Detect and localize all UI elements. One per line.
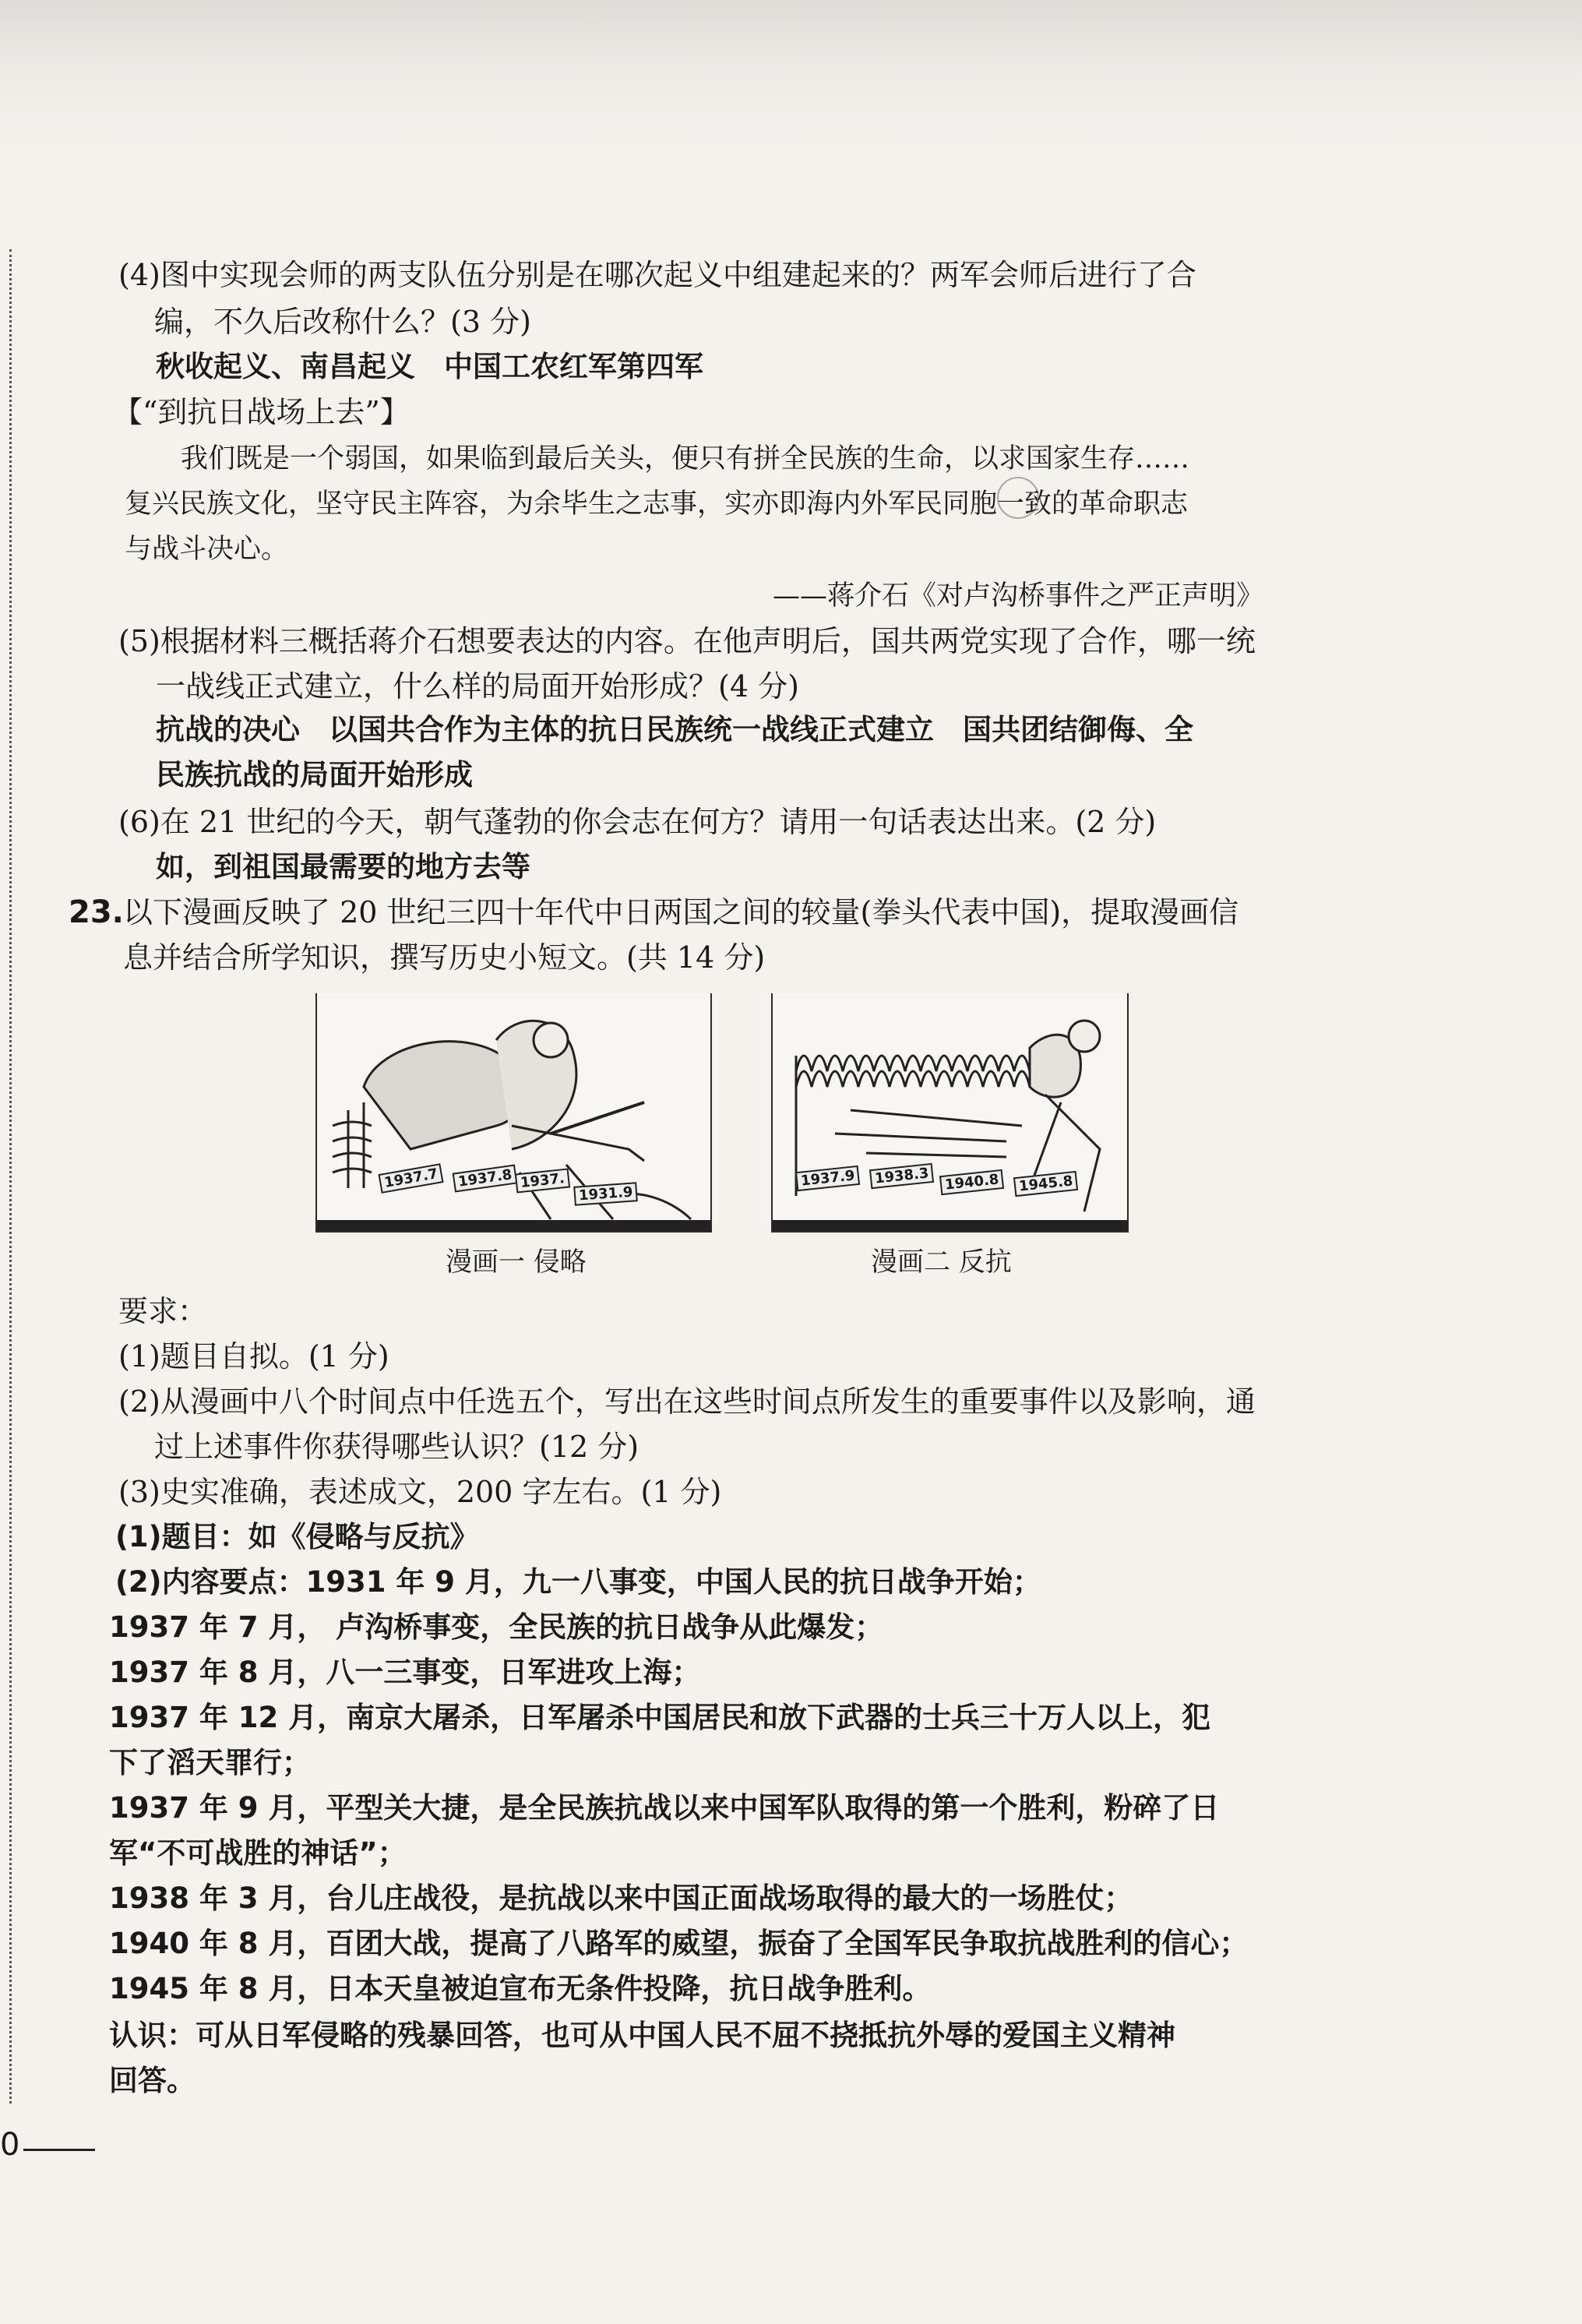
material3-line2: 复兴民族文化，坚守民主阵容，为余毕生之志事，实亦即海内外军民同胞一致的革命职志 bbox=[125, 488, 1189, 520]
q22-sub5-answer-line1: 抗战的决心 以国共合作为主体的抗日民族统一战线正式建立 国共团结御侮、全 bbox=[156, 713, 1193, 746]
q22-sub5-question-line2: 一战线正式建立，什么样的局面开始形成？(4 分) bbox=[156, 669, 799, 704]
answer-line: 军“不可战胜的神话”； bbox=[109, 1836, 407, 1870]
q22-sub5-question-line1: (5)根据材料三概括蒋介石想要表达的内容。在他声明后，国共两党实现了合作，哪一统 bbox=[118, 624, 1256, 658]
cartoon2-sign-1945-8: 1945.8 bbox=[1013, 1171, 1079, 1197]
answer-line: 1937 年 9 月，平型关大捷，是全民族抗战以来中国军队取得的第一个胜利，粉碎了日 bbox=[109, 1791, 1220, 1825]
q22-sub4-question-line2: 编，不久后改称什么？(3 分) bbox=[154, 305, 531, 339]
answer-line: 1937 年 12 月，南京大屠杀，日军屠杀中国居民和放下武器的士兵三十万人以上，犯 bbox=[109, 1701, 1211, 1734]
requirements-title: 要求： bbox=[118, 1294, 208, 1328]
cartoon2-sign-1937-9: 1937.9 bbox=[795, 1166, 861, 1191]
material3-line1: 我们既是一个弱国，如果临到最后关头，便只有拼全民族的生命，以求国家生存…… bbox=[181, 443, 1190, 474]
requirement-1: (1)题目自拟。(1 分) bbox=[118, 1339, 389, 1374]
cartoon-resistance bbox=[771, 993, 1129, 1233]
cartoon-resistance-drawing bbox=[773, 993, 1127, 1231]
cartoon2-sign-1940-8: 1940.8 bbox=[939, 1169, 1005, 1195]
cartoon1-sign-1937-7: 1937.7 bbox=[378, 1163, 444, 1194]
q22-sub4-question-line1: (4)图中实现会师的两支队伍分别是在哪次起义中组建起来的？两军会师后进行了合 bbox=[118, 258, 1196, 292]
material3-line3: 与战斗决心。 bbox=[125, 534, 289, 565]
cartoon1-sign-1937-8: 1937.8 bbox=[453, 1164, 518, 1192]
page-number: 0 bbox=[0, 2127, 20, 2163]
answer-line: 1940 年 8 月，百团大战，提高了八路军的威望，振奋了全国军民争取抗战胜利的信心； bbox=[109, 1927, 1249, 1960]
cartoon-invasion-drawing bbox=[317, 993, 710, 1231]
material3-source: ——蒋介石《对卢沟桥事件之严正声明》 bbox=[773, 580, 1264, 612]
cartoon1-sign-1931-9: 1931.9 bbox=[573, 1182, 638, 1206]
answer-line: 1938 年 3 月，台儿庄战役，是抗战以来中国正面战场取得的最大的一场胜仗； bbox=[109, 1881, 1133, 1915]
answer-line: (1)题目：如《侵略与反抗》 bbox=[115, 1520, 479, 1553]
cartoon-invasion bbox=[315, 993, 712, 1233]
answer-line: 回答。 bbox=[109, 2064, 196, 2097]
binding-dotted-line bbox=[9, 249, 12, 2104]
q23-number: 23. bbox=[69, 894, 124, 930]
requirement-3: (3)史实准确，表述成文，200 字左右。(1 分) bbox=[118, 1475, 722, 1509]
q23-question-line1: 以下漫画反映了 20 世纪三四十年代中日两国之间的较量(拳头代表中国)，提取漫画信 bbox=[123, 895, 1239, 929]
answer-line: 1937 年 7 月， 卢沟桥事变，全民族的抗日战争从此爆发； bbox=[109, 1610, 884, 1644]
q22-sub5-answer-line2: 民族抗战的局面开始形成 bbox=[156, 758, 473, 792]
cartoon-invasion-caption: 漫画一 侵略 bbox=[446, 1247, 587, 1278]
q22-sub4-answer: 秋收起义、南昌起义 中国工农红军第四军 bbox=[156, 350, 703, 383]
requirement-2-line2: 过上述事件你获得哪些认识？(12 分) bbox=[154, 1430, 639, 1464]
answer-line: 认识：可从日军侵略的残暴回答，也可从中国人民不屈不挠抵抗外辱的爱国主义精神 bbox=[109, 2019, 1175, 2052]
answer-line: 下了滔天罪行； bbox=[109, 1746, 311, 1779]
q22-sub6-question: (6)在 21 世纪的今天，朝气蓬勃的你会志在何方？请用一句话表达出来。(2 分) bbox=[118, 805, 1157, 839]
answer-line: 1937 年 8 月，八一三事变，日军进攻上海； bbox=[109, 1656, 701, 1689]
cartoon2-ground bbox=[773, 1220, 1127, 1231]
cartoon-resistance-caption: 漫画二 反抗 bbox=[871, 1247, 1012, 1278]
cartoon2-sign-1938-3: 1938.3 bbox=[869, 1163, 935, 1189]
answer-line: 1945 年 8 月，日本天皇被迫宣布无条件投降，抗日战争胜利。 bbox=[109, 1972, 932, 2005]
page-number-rule bbox=[23, 2149, 95, 2151]
answer-line: (2)内容要点：1931 年 9 月，九一八事变，中国人民的抗日战争开始； bbox=[115, 1565, 1041, 1599]
q22-sub6-answer: 如，到祖国最需要的地方去等 bbox=[156, 850, 530, 883]
q23-question-line2: 息并结合所学知识，撰写历史小短文。(共 14 分) bbox=[123, 940, 766, 975]
material3-title: 【“到抗日战场上去”】 bbox=[113, 395, 410, 429]
cartoon1-ground bbox=[317, 1220, 710, 1231]
requirement-2-line1: (2)从漫画中八个时间点中任选五个，写出在这些时间点所发生的重要事件以及影响，通 bbox=[118, 1384, 1256, 1419]
cartoon1-sign-1937: 1937. bbox=[515, 1168, 570, 1193]
